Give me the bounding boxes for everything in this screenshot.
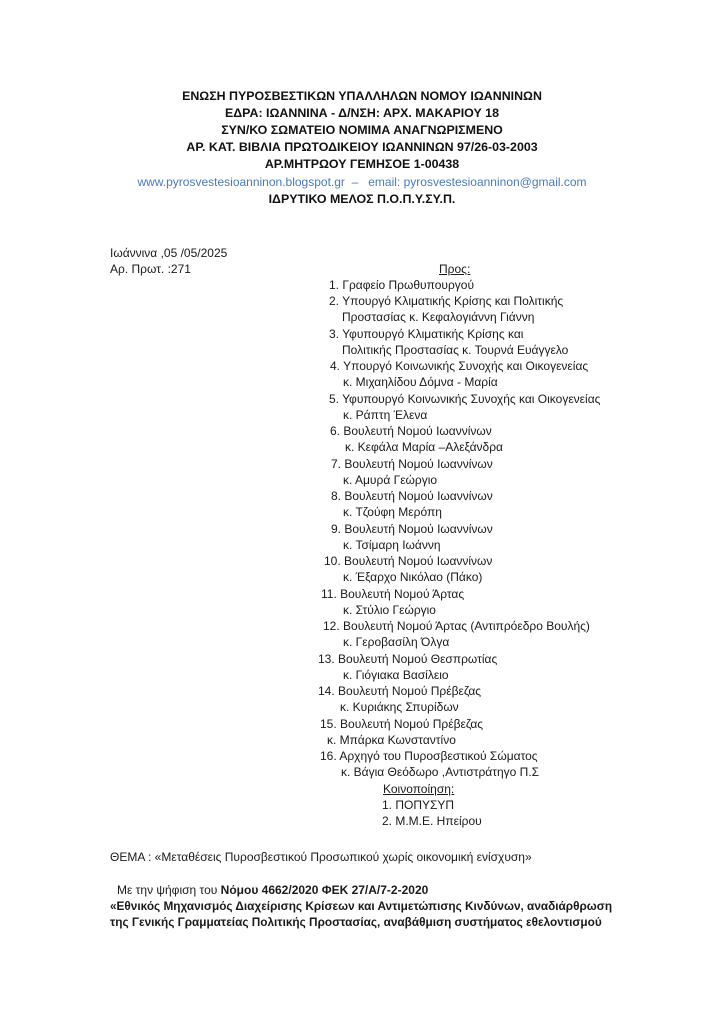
recipient-line: κ. Στύλιο Γεώργιο [343,603,436,617]
cc-item: 1. ΠΟΠΥΣΥΠ [382,798,455,812]
recipient-line: κ. Γεροβασίλη Όλγα [343,635,450,649]
recipient-line: κ. Ράπτη Έλενα [343,408,428,422]
recipient-line: 13. Βουλευτή Νομού Θεσπρωτίας [318,652,498,666]
law-title-line-2: της Γενικής Γραμματείας Πολιτικής Προστασίας, αναβάθμιση συστήματος εθελοντισμού [110,915,602,929]
place-date: Ιωάννινα ,05 /05/2025 [110,246,228,260]
recipient-line: Πολιτικής Προστασίας κ. Τουρνά Ευάγγελο [342,343,569,357]
cc-item: 2. Μ.Μ.Ε. Ηπείρου [382,814,482,828]
recipient-line: 12. Βουλευτή Νομού Άρτας (Αντιπρόεδρο Βουλής) [323,619,590,633]
recipient-line: 7. Βουλευτή Νομού Ιωαννίνων [331,457,493,471]
protocol-number: Αρ. Πρωτ. :271 [110,262,191,276]
recipient-line: 11. Βουλευτή Νομού Άρτας [321,587,465,601]
law-reference: Νόμου 4662/2020 ΦΕΚ 27/Α/7-2-2020 [220,883,429,897]
letterhead-gemisoe-registry: ΑΡ.ΜΗΤΡΩΟΥ ΓΕΜΗΣΟΕ 1-00438 [264,157,460,171]
recipient-line: 16. Αρχηγό του Πυροσβεστικού Σώματος [320,749,538,763]
recipient-line: κ. Κεφάλα Μαρία –Αλεξάνδρα [345,440,503,454]
cc-title: Κοινοποίηση: [383,782,455,796]
recipient-line: 15. Βουλευτή Νομού Πρέβεζας [320,717,484,731]
recipient-line: 6. Βουλευτή Νομού Ιωαννίνων [330,424,492,438]
website-link[interactable]: www.pyrosvestesioanninon.blogspot.gr [137,175,345,189]
recipient-line: κ. Γιόγιακα Βασίλειο [343,668,449,682]
recipient-line: κ. Έξαρχο Νικόλαο (Πάκο) [343,570,483,584]
recipient-line: Προστασίας κ. Κεφαλογιάννη Γιάννη [342,310,535,324]
letterhead-contact [0,174,724,190]
recipient-line: 8. Βουλευτή Νομού Ιωαννίνων [331,489,493,503]
email-link[interactable]: email: pyrosvestesioanninon@gmail.com [368,175,587,189]
letterhead-legal-status: ΣΥΝ/ΚΟ ΣΩΜΑΤΕΙΟ ΝΟΜΙΜΑ ΑΝΑΓΝΩΡΙΣΜΕΝΟ [221,123,503,137]
recipient-line: 1. Γραφείο Πρωθυπουργού [329,278,475,292]
recipient-line: κ. Βάγια Θεόδωρο ,Αντιστράτηγο Π.Σ [341,765,540,779]
recipient-line: 9. Βουλευτή Νομού Ιωαννίνων [331,522,493,536]
subject-line: ΘΕΜΑ : «Μεταθέσεις Πυροσβεστικού Προσωπικού χωρίς οικονομική ενίσχυση» [110,850,532,864]
letterhead-address: ΕΔΡΑ: ΙΩΑΝΝΙΝΑ - Δ/ΝΣΗ: ΑΡΧ. ΜΑΚΑΡΙΟΥ 18 [225,106,499,120]
recipient-line: 5. Υφυπουργό Κοινωνικής Συνοχής και Οικογενείας [329,392,601,406]
body-intro [117,882,428,898]
recipient-line: κ. Μιχαηλίδου Δόμνα - Μαρία [343,375,498,389]
body-intro-plain: Με την ψήφιση του [117,883,221,897]
letterhead-court-registry: ΑΡ. ΚΑΤ. ΒΙΒΛΙΑ ΠΡΩΤΟΔΙΚΕΙΟΥ ΙΩΑΝΝΙΝΩΝ 97/26-03-2003 [186,140,538,154]
recipient-line: 2. Υπουργό Κλιματικής Κρίσης και Πολιτικής [329,294,564,308]
recipient-line: 3. Υφυπουργό Κλιματικής Κρίσης και [329,327,524,341]
recipient-line: 4. Υπουργό Κοινωνικής Συνοχής και Οικογενείας [330,359,589,373]
letterhead-founding-member: ΙΔΡΥΤΙΚΟ ΜΕΛΟΣ Π.Ο.Π.Υ.ΣΥ.Π. [268,192,456,206]
recipient-line: κ. Αμυρά Γεώργιο [343,473,438,487]
recipient-line: 10. Βουλευτή Νομού Ιωαννίνων [324,554,493,568]
law-title-line-1: «Εθνικός Μηχανισμός Διαχείρισης Κρίσεων και Αντιμετώπισης Κινδύνων, αναδιάρθρωση [110,899,613,913]
contact-separator: – [344,175,369,189]
recipient-line: κ. Τζούφη Μερόπη [343,505,442,519]
recipient-line: κ. Κυριάκης Σπυρίδων [340,700,459,714]
recipient-line: 14. Βουλευτή Νομού Πρέβεζας [318,684,482,698]
recipients-title: Προς: [439,262,471,276]
letterhead-union-name: ΕΝΩΣΗ ΠΥΡΟΣΒΕΣΤΙΚΩΝ ΥΠΑΛΛΗΛΩΝ ΝΟΜΟΥ ΙΩΑΝΝΙΝΩΝ [182,89,542,103]
recipient-line: κ. Τσίμαρη Ιωάννη [343,538,441,552]
recipient-line: κ. Μπάρκα Κωνσταντίνο [327,733,456,747]
